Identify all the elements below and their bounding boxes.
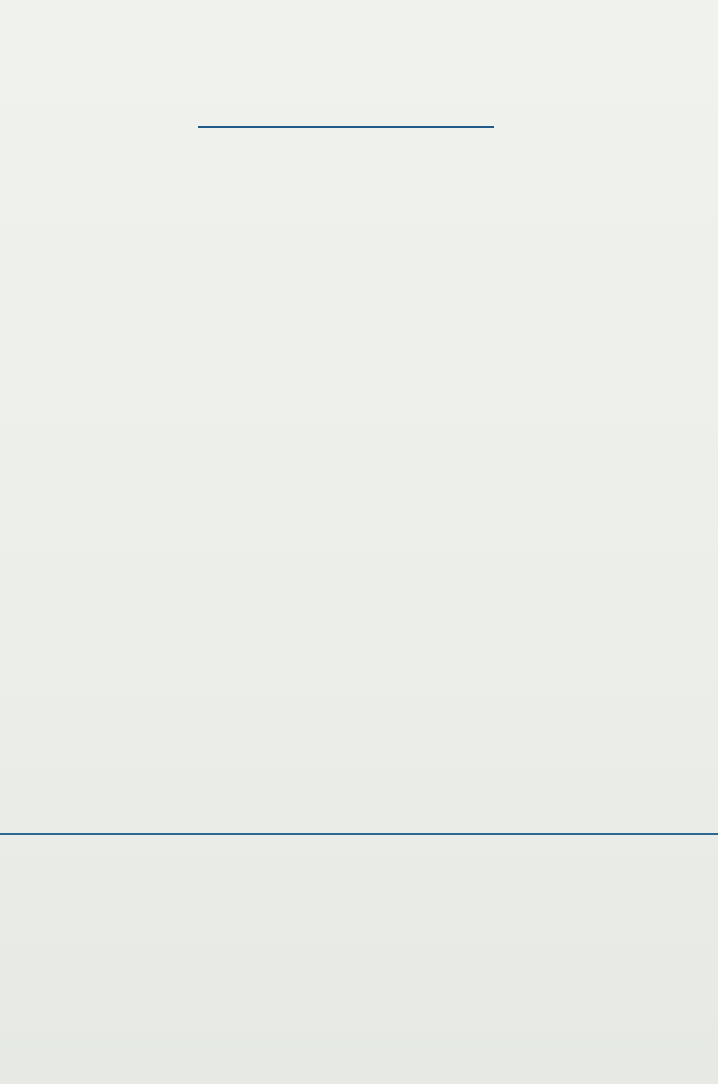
watermark-band [0, 346, 718, 418]
title-underline [198, 126, 494, 128]
section-divider [0, 833, 718, 835]
